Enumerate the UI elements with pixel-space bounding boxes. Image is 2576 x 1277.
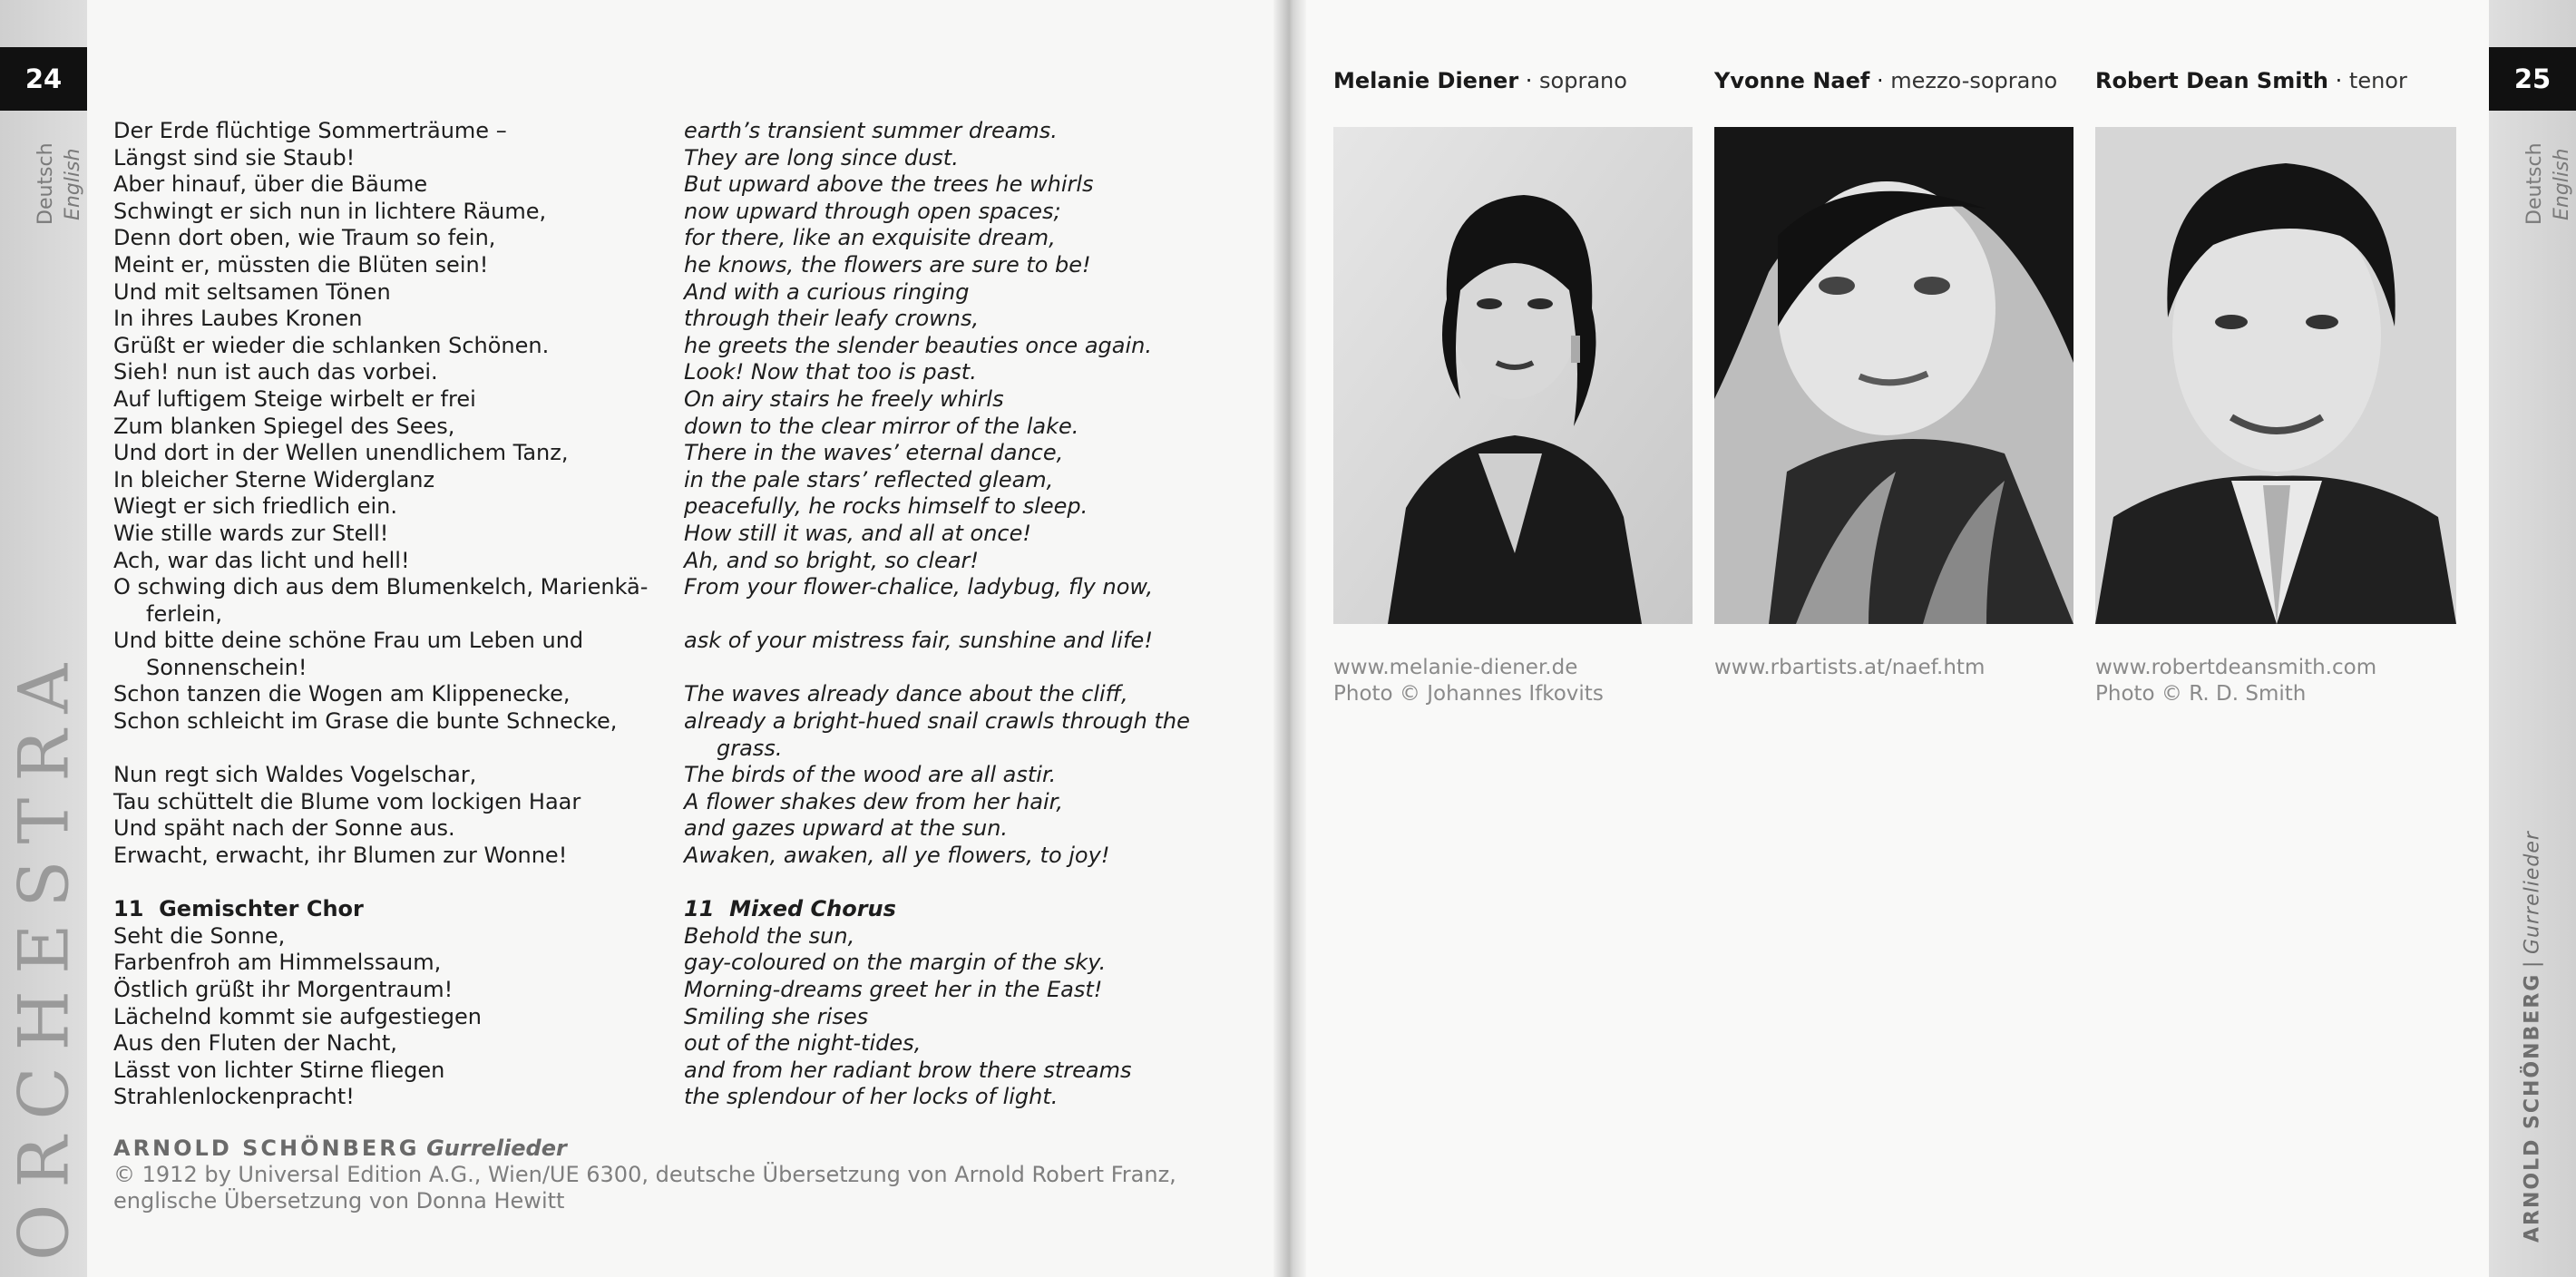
lyric-line: They are long since dust. — [684, 144, 959, 171]
lyric-line: out of the night-tides, — [684, 1030, 922, 1057]
lyric-line: Aus den Fluten der Nacht, — [113, 1030, 397, 1057]
lyric-line: Behold the sun, — [684, 922, 855, 949]
lyric-line: Sonnenschein! — [146, 654, 307, 680]
footer-copyright-line-1: © 1912 by Universal Edition A.G., Wien/UE 6300, deutsche Übersetzung von Arnold Robert Franz, — [113, 1162, 1176, 1187]
lyric-line: Lässt von lichter Stirne fliegen — [113, 1057, 445, 1083]
lyric-line: Lächelnd kommt sie aufgestiegen — [113, 1003, 483, 1029]
stanza-break — [684, 601, 1264, 629]
lyric-line: Und bitte deine schöne Frau um Leben und — [113, 628, 584, 654]
spine-separator: | — [2521, 960, 2544, 968]
artist-photo — [2095, 127, 2456, 624]
lang-en-label: English — [2551, 148, 2573, 220]
lyric-line: Auf luftigem Steige wirbelt er frei — [113, 385, 476, 412]
stanza-break — [684, 870, 1264, 897]
lyric-line: Denn dort oben, wie Traum so fein, — [113, 225, 496, 251]
lyric-line: now upward through open spaces; — [684, 198, 1061, 224]
lyric-line: down to the clear mirror of the lake. — [684, 413, 1079, 439]
artist-name: Melanie Diener — [1333, 68, 1519, 93]
lyric-line: Schon tanzen die Wogen am Klippenecke, — [113, 681, 571, 707]
artist-name: Robert Dean Smith — [2095, 68, 2329, 93]
artist-voice: tenor — [2348, 68, 2407, 93]
footer-composer: ARNOLD SCHÖNBERG — [113, 1136, 420, 1161]
lyric-line: for there, like an exquisite dream, — [684, 225, 1056, 251]
artist-name: Yvonne Naef — [1714, 68, 1870, 93]
lyric-line: O schwing dich aus dem Blumenkelch, Marienkä- — [113, 574, 649, 600]
lyric-line: and gazes upward at the sun. — [684, 815, 1009, 842]
lyric-line: Wiegt er sich friedlich ein. — [113, 493, 398, 520]
lyric-line: earth’s transient summer dreams. — [684, 118, 1058, 143]
lyric-line: ferlein, — [146, 600, 223, 627]
lyric-line: Und dort in der Wellen unendlichem Tanz, — [113, 440, 569, 466]
photo-credit: Photo © Johannes Ifkovits — [1333, 682, 1604, 706]
lyric-line: Längst sind sie Staub! — [113, 144, 356, 171]
artist-photo — [1714, 127, 2073, 624]
lyric-line: Östlich grüßt ihr Morgentraum! — [113, 977, 454, 1002]
english-lyrics-column — [684, 118, 1264, 1111]
lyric-line: already a bright-hued snail crawls through the — [684, 708, 1190, 735]
name-separator: · — [1518, 68, 1540, 93]
artist-card-robert-dean-smith — [2095, 65, 2456, 707]
lyric-line: he knows, the flowers are sure to be! — [684, 251, 1091, 278]
lyric-line: Erwacht, erwacht, ihr Blumen zur Wonne! — [113, 843, 568, 869]
lyric-line: through their leafy crowns, — [684, 306, 980, 332]
artist-name-line — [1714, 65, 2073, 96]
artist-photo — [1333, 127, 1693, 624]
lyric-line: Seht die Sonne, — [113, 922, 286, 949]
artist-credit — [1333, 655, 1693, 707]
lyric-line: Ah, and so bright, so clear! — [684, 547, 980, 573]
lyric-line: In ihres Laubes Kronen — [113, 306, 363, 332]
lyric-line: Aber hinauf, über die Bäume — [113, 171, 428, 198]
lyric-line: Meint er, müssten die Blüten sein! — [113, 251, 489, 278]
artist-voice: mezzo-soprano — [1890, 68, 2058, 93]
language-indicator-left — [0, 134, 87, 234]
lyric-line: Und mit seltsamen Tönen — [113, 278, 391, 305]
lyric-line: Der Erde flüchtige Sommerträume – — [113, 118, 507, 143]
lyric-line: How still it was, and all at once! — [684, 520, 1032, 546]
lyric-line: But upward above the trees he whirls — [684, 171, 1094, 198]
photo-credit: Photo © R. D. Smith — [2095, 682, 2307, 706]
artist-voice: soprano — [1539, 68, 1627, 93]
running-title-vertical — [2489, 816, 2576, 1243]
artist-credit — [1714, 655, 2073, 681]
page-number-right: 25 — [2489, 47, 2576, 111]
artist-card-yvonne-naef — [1714, 65, 2073, 681]
artist-name-line — [1333, 65, 1693, 96]
lyric-line: gay-coloured on the margin of the sky. — [684, 950, 1107, 976]
artist-card-melanie-diener — [1333, 65, 1693, 707]
lyric-line: Schon schleicht im Grase die bunte Schnecke, — [113, 708, 618, 735]
lyric-line: Awaken, awaken, all ye flowers, to joy! — [684, 843, 1110, 869]
lyric-line: and from her radiant brow there streams — [684, 1057, 1132, 1083]
lyric-line: peacefully, he rocks himself to sleep. — [684, 493, 1088, 520]
lyric-line: Nun regt sich Waldes Vogelschar, — [113, 762, 477, 788]
artist-url: www.melanie-diener.de — [1333, 656, 1578, 679]
artist-url: www.robertdeansmith.com — [2095, 656, 2377, 679]
lyric-line: he greets the slender beauties once again. — [684, 332, 1152, 358]
section-heading: 11 Mixed Chorus — [684, 896, 896, 922]
lyric-line: Sieh! nun ist auch das vorbei. — [113, 359, 438, 385]
lang-de-label: Deutsch — [34, 142, 57, 226]
lyric-line: The birds of the wood are all astir. — [684, 762, 1057, 788]
page-number-left: 24 — [0, 47, 87, 111]
footer-work: Gurrelieder — [426, 1136, 567, 1161]
lyric-line: On airy stairs he freely whirls — [684, 385, 1004, 412]
name-separator: · — [1869, 68, 1891, 93]
copyright-footer — [113, 1136, 1247, 1214]
artist-name-line — [2095, 65, 2456, 96]
lyric-line: Zum blanken Spiegel des Sees, — [113, 413, 455, 439]
lyric-line: ask of your mistress fair, sunshine and life! — [684, 628, 1153, 654]
book-gutter — [1273, 0, 1306, 1277]
lyric-line: Tau schüttelt die Blume vom lockigen Haar — [113, 788, 581, 814]
lang-de-label: Deutsch — [2523, 142, 2546, 226]
lyric-line: Grüßt er wieder die schlanken Schönen. — [113, 332, 550, 358]
footer-copyright-line-2: englische Übersetzung von Donna Hewitt — [113, 1188, 565, 1214]
lang-en-label: English — [62, 148, 84, 220]
lyric-line: The waves already dance about the cliff, — [684, 681, 1128, 707]
stanza-break — [113, 736, 676, 763]
language-indicator-right — [2489, 134, 2576, 234]
lyric-line: Smiling she rises — [684, 1003, 869, 1029]
artist-url: www.rbartists.at/naef.htm — [1714, 656, 1986, 679]
lyric-line: Morning-dreams greet her in the East! — [684, 977, 1103, 1002]
stanza-break — [684, 655, 1264, 682]
lyric-line: And with a curious ringing — [684, 278, 970, 305]
lyric-line: Strahlenlockenpracht! — [113, 1084, 355, 1110]
lyric-line: Farbenfroh am Himmelssaum, — [113, 950, 442, 976]
lyric-line: In bleicher Sterne Widerglanz — [113, 466, 435, 492]
lyric-line: A flower shakes dew from her hair, — [684, 788, 1063, 814]
lyric-line: in the pale stars’ reflected gleam, — [684, 466, 1054, 492]
section-label-orchestra: ORCHESTRA — [3, 647, 84, 1261]
lyric-line: There in the waves’ eternal dance, — [684, 440, 1064, 466]
lyric-line: Look! Now that too is past. — [684, 359, 977, 385]
german-lyrics-column — [113, 118, 676, 1111]
stanza-break — [113, 870, 676, 897]
lyric-line: Und späht nach der Sonne aus. — [113, 815, 455, 842]
artist-credit — [2095, 655, 2456, 707]
section-heading: 11 Gemischter Chor — [113, 896, 364, 922]
spine-composer: ARNOLD SCHÖNBERG — [2521, 972, 2544, 1243]
lyric-line: Wie stille wards zur Stell! — [113, 520, 389, 546]
lyric-line: Ach, war das licht und hell! — [113, 547, 410, 573]
name-separator: · — [2328, 68, 2349, 93]
lyric-line: From your flower-chalice, ladybug, fly now, — [684, 574, 1154, 600]
lyric-line: grass. — [717, 735, 783, 761]
lyric-line: the splendour of her locks of light. — [684, 1084, 1059, 1110]
spine-work: Gurrelieder — [2521, 831, 2544, 955]
lyric-line: Schwingt er sich nun in lichtere Räume, — [113, 198, 547, 224]
footer-title-line — [113, 1136, 1247, 1162]
